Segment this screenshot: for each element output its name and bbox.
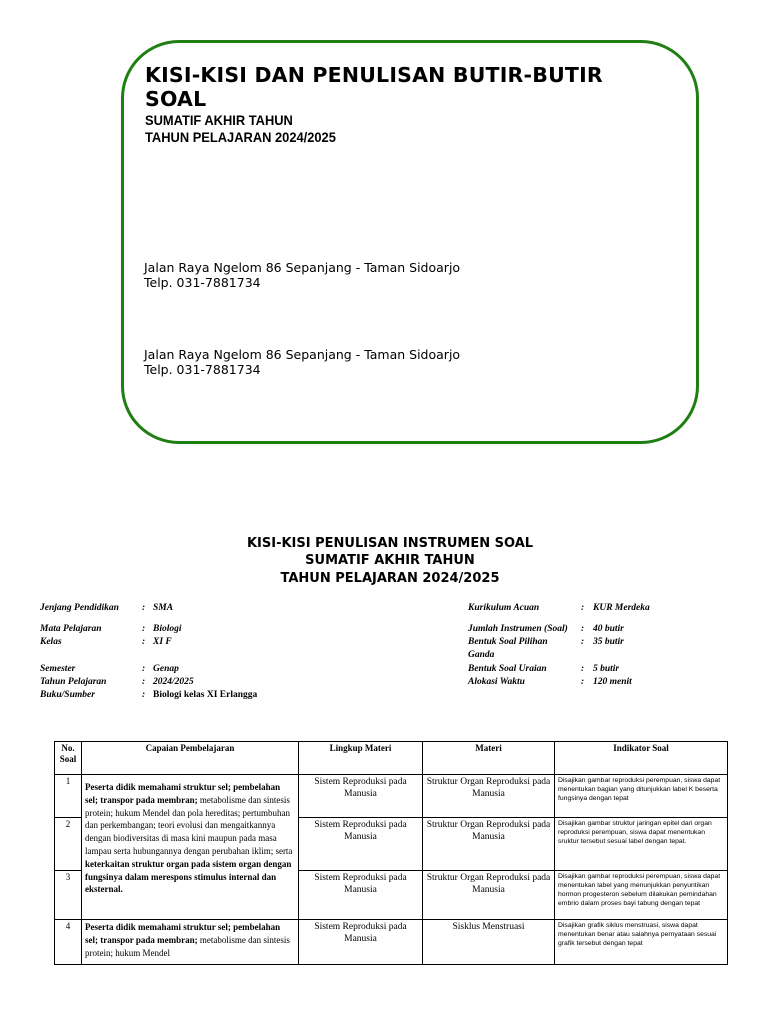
meta-label: Semester [40,664,76,674]
meta-label: Bentuk Soal Uraian [468,664,547,674]
table-row [55,775,728,818]
cp-bold-1: Peserta didik memahami struktur sel; pembelahan sel; transpor pada membran; [85,782,281,805]
meta-colon: : [142,690,146,700]
meta-colon: : [581,637,585,647]
cover-subtitle-2: TAHUN PELAJARAN 2024/2025 [145,129,336,145]
phone-1: Telp. 031-7881734 [144,275,261,290]
meta-colon: : [581,603,585,613]
meta-value: Biologi kelas XI Erlangga [153,690,258,700]
row-no: 3 [55,871,82,920]
meta-label: Jenjang Pendidikan [40,603,119,613]
row-materi: Sisklus Menstruasi [423,920,555,965]
heading-line-1: KISI-KISI PENULISAN INSTRUMEN SOAL [246,536,534,551]
meta-label: Kurikulum Acuan [468,603,540,613]
meta-colon: : [142,664,146,674]
meta-label: Mata Pelajaran [40,624,102,634]
meta-label: Alokasi Waktu [468,677,525,687]
row-indikator: Disajikan grafik siklus menstruasi, siswa dapat menentukan benar atau salahnya pernyataan sesuai grafik tersebut dengan tepat [555,920,728,965]
row-lingkup: Sistem Reproduksi pada Manusia [299,920,423,965]
header-lingkup: Lingkup Materi [299,742,423,775]
meta-label: Jumlah Instrumen (Soal) [468,624,568,634]
meta-colon: : [581,664,585,674]
row-no: 4 [55,920,82,965]
meta-colon: : [581,624,585,634]
meta-colon: : [142,603,146,613]
header-cp: Capaian Pembelajaran [82,742,299,775]
header-indikator: Indikator Soal [555,742,728,775]
meta-value: KUR Merdeka [593,603,650,613]
meta-value: 40 butir [593,624,624,634]
phone-2: Telp. 031-7881734 [144,362,261,377]
table-header-row [55,742,728,775]
cp-bold-2: keterkaitan struktur organ pada sistem organ dengan fungsinya dalam merespons stimulus internal dan eksternal. [85,858,292,895]
header-no [55,742,82,775]
row-lingkup: Sistem Reproduksi pada Manusia [299,818,423,871]
meta-label-cont: Ganda [468,650,495,660]
cp-bold-3: Peserta didik memahami struktur sel; pembelahan sel; transpor pada membran; [85,922,281,945]
meta-value: 120 menit [593,677,632,687]
row-no: 2 [55,818,82,871]
meta-value: Genap [153,664,179,674]
row-no: 1 [55,775,82,818]
meta-label: Kelas [40,637,62,647]
header-no-line1: No. [61,743,75,753]
row-lingkup: Sistem Reproduksi pada Manusia [299,775,423,818]
row-indikator: Disajikan gambar struktur jaringan epitel dari organ reproduksi perempuan, siswa dapat menentukan sruktur tersebut sesuai label dengan tepat. [555,818,728,871]
meta-value: 2024/2025 [153,677,194,687]
row-materi: Struktur Organ Reproduksi pada Manusia [423,775,555,818]
cover-title-line1: KISI-KISI DAN PENULISAN BUTIR-BUTIR [145,63,603,87]
row-lingkup: Sistem Reproduksi pada Manusia [299,871,423,920]
meta-value: 5 butir [593,664,620,674]
row-indikator: Disajikan gambar reproduksi perempuan, siswa dapat menentukan bagian yang ditunjukkan label K beserta fungsinya dengan tepat [555,775,728,818]
meta-value: SMA [153,603,174,613]
cover-title-line2: SOAL [145,87,207,111]
meta-value: Biologi [153,624,182,634]
meta-label: Tahun Pelajaran [40,677,107,687]
header-materi: Materi [423,742,555,775]
heading-line-2: SUMATIF AKHIR TAHUN [305,553,475,568]
address-2: Jalan Raya Ngelom 86 Sepanjang - Taman Sidoarjo [144,347,461,362]
cover-title [145,63,665,111]
row-materi: Struktur Organ Reproduksi pada Manusia [423,818,555,871]
meta-label: Buku/Sumber [40,690,95,700]
address-1: Jalan Raya Ngelom 86 Sepanjang - Taman Sidoarjo [144,260,461,275]
header-no-line2: Soal [59,754,77,764]
kisi-kisi-table [54,741,728,965]
meta-colon: : [142,677,146,687]
cp-normal-1: metabolisme dan sintesis protein; hukum Mendel dan pola hereditas; pertumbuhan dan perkembangan; teori evolusi dan mengaitkannya dengan biodiversitas di masa kini maupun pada masa lampau serta hubungannya dengan perubahan iklim; serta [85,794,293,856]
row-materi: Struktur Organ Reproduksi pada Manusia [423,871,555,920]
meta-colon: : [581,677,585,687]
cp-normal-3: metabolisme dan sintesis protein; hukum Mendel [85,934,290,958]
capaian-cell [82,920,299,965]
capaian-cell [82,775,299,920]
cover-subtitle-1: SUMATIF AKHIR TAHUN [145,112,293,128]
meta-colon: : [142,624,146,634]
meta-value: XI F [153,637,172,647]
row-indikator: Disajikan gambar reproduksi perempuan, siswa dapat menentukan label yang menunjukkan penyuntikan hormon progesteron sebelum dilakukan pemindahan embrio dalam proses bayi tabung dengan tepat [555,871,728,920]
table-row [55,920,728,965]
meta-colon: : [142,637,146,647]
meta-value: 35 butir [593,637,624,647]
heading-line-3: TAHUN PELAJARAN 2024/2025 [280,571,500,586]
meta-label: Bentuk Soal Pilihan [468,637,548,647]
